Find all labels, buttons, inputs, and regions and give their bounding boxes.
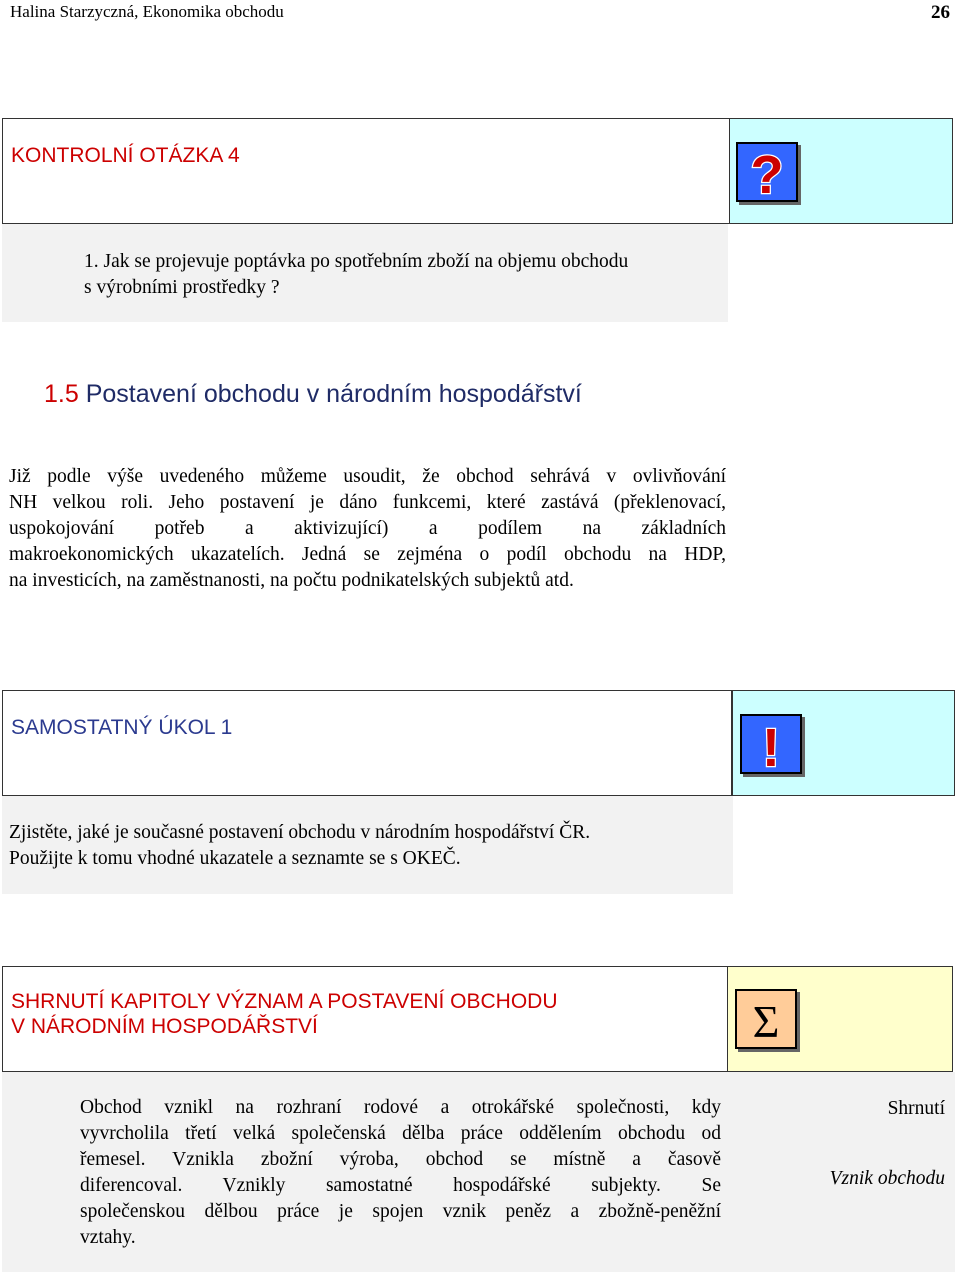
section-title: Postavení obchodu v národním hospodářství <box>85 380 582 408</box>
question-title: KONTROLNÍ OTÁZKA 4 <box>11 144 240 167</box>
sigma-icon <box>735 989 797 1049</box>
summary-text <box>80 1095 721 1251</box>
margin-label-origin: Vznik obchodu <box>829 1168 945 1189</box>
paragraph-line: NH velkou roli. Jeho postavení je dáno funkcemi, které zastává (překlenovací, <box>9 492 726 513</box>
running-header: Halina Starzyczná, Ekonomika obchodu <box>10 2 284 21</box>
summary-line: diferencoval. Vznikly samostatné hospodářské subjekty. Se <box>80 1175 721 1196</box>
summary-title-line-1: SHRNUTÍ KAPITOLY VÝZNAM A POSTAVENÍ OBCHODU <box>11 990 558 1013</box>
task-line-2: Použijte k tomu vhodné ukazatele a seznamte se s OKEČ. <box>9 848 461 869</box>
paragraph-line: uspokojování potřeb a aktivizující) a podílem na základních <box>9 518 726 539</box>
svg-text:Σ: Σ <box>752 996 780 1047</box>
svg-text:?: ? <box>750 145 784 200</box>
exclamation-icon <box>740 714 802 774</box>
question-line-2: s výrobními prostředky ? <box>84 277 280 298</box>
question-text <box>84 249 724 301</box>
summary-line: Obchod vznikl na rozhraní rodové a otrokářské společnosti, kdy <box>80 1097 721 1118</box>
section-heading <box>44 380 582 409</box>
question-line-1: 1. Jak se projevuje poptávka po spotřebním zboží na objemu obchodu <box>84 251 629 272</box>
sigma-glyph <box>737 991 795 1047</box>
section-number: 1.5 <box>44 380 79 408</box>
question-title-box <box>2 118 730 224</box>
summary-title <box>11 989 558 1039</box>
page-number: 26 <box>931 2 950 23</box>
paragraph-line: na investicích, na zaměstnanosti, na počtu podnikatelských subjektů atd. <box>9 570 574 591</box>
margin-label-summary: Shrnutí <box>887 1098 945 1119</box>
exclamation-glyph <box>742 716 800 772</box>
paragraph-line: makroekonomických ukazatelích. Jedná se zejména o podíl obchodu na HDP, <box>9 544 726 565</box>
summary-line: vztahy. <box>80 1227 136 1248</box>
task-text <box>9 820 729 872</box>
task-title: SAMOSTATNÝ ÚKOL 1 <box>11 716 233 739</box>
section-paragraph <box>9 464 726 594</box>
question-mark-icon <box>736 142 798 202</box>
svg-text:!: ! <box>762 718 780 772</box>
task-line-1: Zjistěte, jaké je současné postavení obchodu v národním hospodářství ČR. <box>9 822 591 843</box>
paragraph-line: Již podle výše uvedeného můžeme usoudit, že obchod sehrává v ovlivňování <box>9 466 726 487</box>
summary-line: společenskou dělbou práce je spojen vznik peněz a zbožně-peněžní <box>80 1201 721 1222</box>
question-mark-glyph <box>738 144 796 200</box>
summary-title-line-2: V NÁRODNÍM HOSPODÁŘSTVÍ <box>11 1015 318 1038</box>
summary-line: řemesel. Vznikla zbožní výroba, obchod se místně a časově <box>80 1149 721 1170</box>
summary-line: vyvrcholila třetí velká společenská dělba práce oddělením obchodu od <box>80 1123 721 1144</box>
task-title-box <box>2 690 732 796</box>
